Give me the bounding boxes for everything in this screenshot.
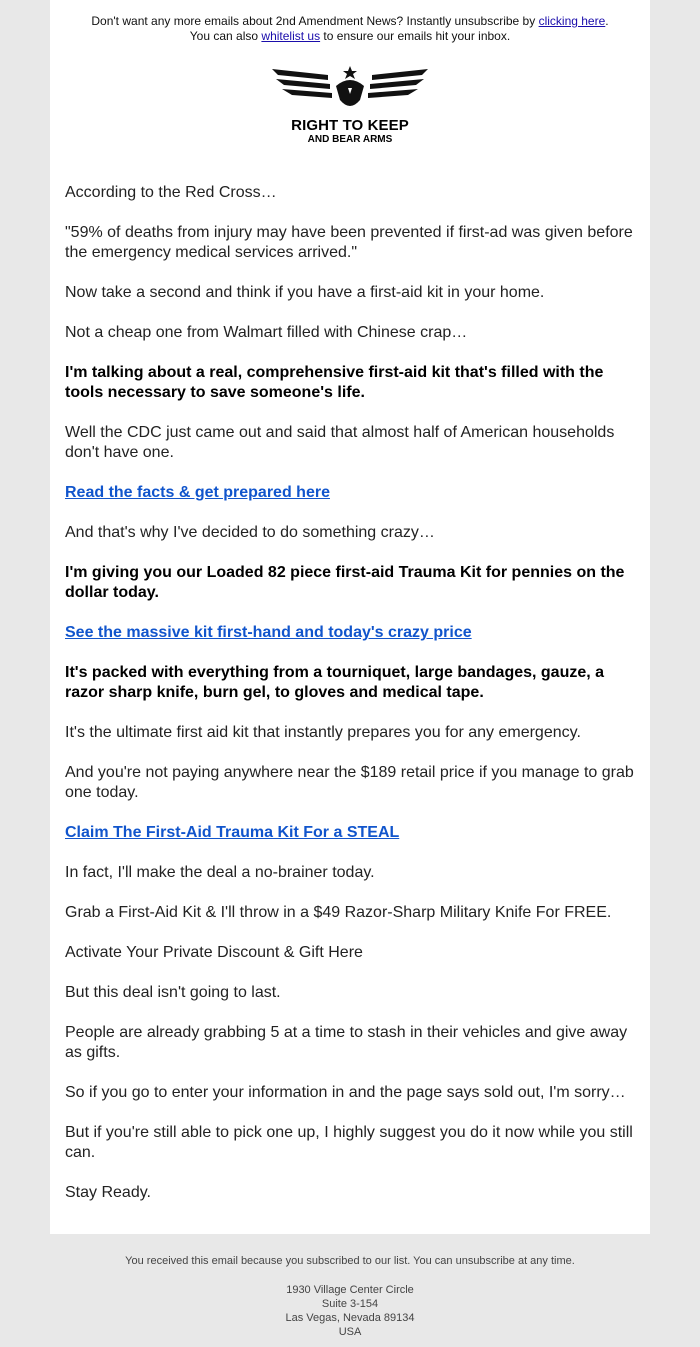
body-paragraph: People are already grabbing 5 at a time to stash in their vehicles and give away as gifts. [65,1024,628,1061]
body-paragraph: Now take a second and think if you have a first-aid kit in your home. [65,284,545,301]
whitelist-link[interactable]: whitelist us [261,29,321,43]
whitelist-line [50,29,650,44]
body-paragraph: And you're not paying anywhere near the $189 retail price if you manage to grab one today. [65,764,634,801]
read-facts-link[interactable]: Read the facts & get prepared here [65,484,330,501]
address-line: Las Vegas, Nevada 89134 [285,1312,415,1324]
address-line: 1930 Village Center Circle [286,1284,414,1296]
brand-name-line2: AND BEAR ARMS [307,134,393,145]
body-paragraph: Well the CDC just came out and said that almost half of American households don't have one. [65,424,615,461]
body-paragraph: It's the ultimate first aid kit that instantly prepares you for any emergency. [65,724,581,741]
link-paragraph [65,823,640,843]
body-paragraph-bold: I'm giving you our Loaded 82 piece first-aid Trauma Kit for pennies on the dollar today. [65,564,625,601]
link-paragraph [65,483,640,503]
body-paragraph: But this deal isn't going to last. [65,984,281,1001]
unsubscribe-suffix: . [605,14,609,28]
unsubscribe-text: Don't want any more emails about 2nd Amendment News? Instantly unsubscribe by [91,14,539,28]
body-paragraph-bold: It's packed with everything from a tourniquet, large bandages, gauze, a razor sharp knife, burn gel, to gloves and medical tape. [65,664,605,701]
sign-off: Stay Ready. [65,1184,151,1201]
body-paragraph: Not a cheap one from Walmart filled with Chinese crap… [65,324,468,341]
address-line: USA [338,1326,362,1338]
brand-name-line1: RIGHT TO KEEP [291,117,409,134]
whitelist-suffix: to ensure our emails hit your inbox. [320,29,511,43]
email-body [65,183,640,1223]
email-footer [0,1254,700,1339]
body-paragraph-bold: I'm talking about a real, comprehensive first-aid kit that's filled with the tools necessary to save someone's life. [65,364,604,401]
body-paragraph: Grab a First-Aid Kit & I'll throw in a $49 Razor-Sharp Military Knife For FREE. [65,904,612,921]
whitelist-text: You can also [189,29,262,43]
link-paragraph [65,623,640,643]
brand-logo [260,66,440,146]
body-paragraph: But if you're still able to pick one up, I highly suggest you do it now while you still can. [65,1124,633,1161]
address-line: Suite 3-154 [321,1298,379,1310]
body-paragraph: So if you go to enter your information in and the page says sold out, I'm sorry… [65,1084,626,1101]
body-paragraph: And that's why I've decided to do something crazy… [65,524,435,541]
body-paragraph: Activate Your Private Discount & Gift Here [65,944,363,961]
body-paragraph: In fact, I'll make the deal a no-brainer today. [65,864,375,881]
see-kit-link[interactable]: See the massive kit first-hand and today's crazy price [65,624,472,641]
claim-kit-link[interactable]: Claim The First-Aid Trauma Kit For a STEAL [65,824,400,841]
unsubscribe-line [50,14,650,29]
eagle-rifles-icon [270,66,430,114]
body-paragraph: According to the Red Cross… [65,184,277,201]
unsubscribe-link[interactable]: clicking here [538,14,606,28]
header-notice [50,0,650,44]
email-card [50,0,650,1234]
body-paragraph: "59% of deaths from injury may have been prevented if first-ad was given before the emergency medical services arrived." [65,224,633,261]
footer-reason: You received this email because you subscribed to our list. You can unsubscribe at any time. [125,1255,575,1267]
